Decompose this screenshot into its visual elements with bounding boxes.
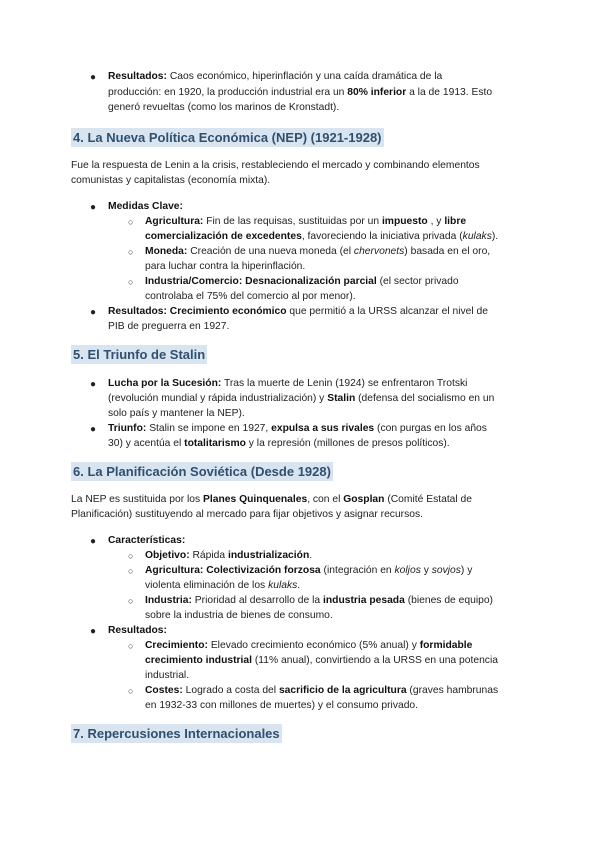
paragraph-line: Planificación) sustituyendo al mercado para fijar objetivos y asignar recursos.: [71, 509, 423, 520]
list-item-caracteristicas: Características:: [108, 535, 186, 546]
sub-item-costes: Costes: Logrado a costa del sacrificio de la agricultura (graves hambrunas: [145, 685, 499, 696]
list-item-line: (revolución mundial y rápida industrialización) y Stalin (defensa del socialismo en un: [108, 393, 495, 404]
bullet: ●: [90, 626, 97, 637]
list-item-line: solo país y mantener la NEP).: [108, 408, 245, 419]
sub-bullet: ○: [128, 217, 134, 227]
sub-bullet: ○: [128, 247, 134, 257]
sub-bullet: ○: [128, 596, 134, 606]
bullet: ●: [90, 536, 97, 547]
list-item-sucesion: Lucha por la Sucesión: Tras la muerte de Lenin (1924) se enfrentaron Trotski: [108, 378, 468, 389]
sub-item-line: violenta eliminación de los kulaks.: [145, 580, 301, 591]
sub-item-line: controlaba el 75% del comercio al por menor).: [145, 291, 356, 302]
sub-bullet: ○: [128, 277, 134, 287]
sub-item-line: comercialización de excedentes, favoreciendo la iniciativa privada (kulaks).: [145, 231, 499, 242]
paragraph-line: comunistas y capitalistas (economía mixta).: [71, 175, 271, 186]
list-item-line: producción: en 1920, la producción industrial era un 80% inferior a la de 1913. Esto: [108, 87, 493, 98]
bullet: ●: [90, 379, 97, 390]
list-item-line: 30) y acentúa el totalitarismo y la represión (millones de presos políticos).: [108, 438, 450, 449]
list-item-line: PIB de preguerra en 1927.: [108, 321, 230, 332]
sub-bullet: ○: [128, 566, 134, 576]
sub-item-agricultura: Agricultura: Colectivización forzosa (integración en koljos y sovjos) y: [145, 565, 473, 576]
sub-item-industria: Industria: Prioridad al desarrollo de la industria pesada (bienes de equipo): [145, 595, 493, 606]
sub-item-line: crecimiento industrial (11% anual), convirtiendo a la URSS en una potencia: [145, 655, 498, 666]
paragraph: Fue la respuesta de Lenin a la crisis, restableciendo el mercado y combinando elementos: [71, 160, 480, 171]
list-item-resultados: Resultados: Crecimiento económico que permitió a la URSS alcanzar el nivel de: [108, 306, 488, 317]
sub-item-line: en 1932-33 con millones de muertes) y el consumo privado.: [145, 700, 419, 711]
section-heading-repercusiones: 7. Repercusiones Internacionales: [73, 726, 280, 741]
sub-item-line: industrial.: [145, 670, 190, 681]
list-item-resultados: Resultados:: [108, 625, 167, 636]
sub-bullet: ○: [128, 641, 134, 651]
section-heading-nep: 4. La Nueva Política Económica (NEP) (1921-1928): [73, 130, 382, 145]
paragraph: La NEP es sustituida por los Planes Quinquenales, con el Gosplan (Comité Estatal de: [71, 494, 473, 505]
list-item-triunfo: Triunfo: Stalin se impone en 1927, expulsa a sus rivales (con purgas en los años: [108, 423, 487, 434]
bullet: ●: [90, 72, 97, 83]
section-heading-stalin: 5. El Triunfo de Stalin: [73, 347, 206, 362]
sub-item-objetivo: Objetivo: Rápida industrialización.: [145, 550, 313, 561]
bullet: ●: [90, 202, 97, 213]
bullet: ●: [90, 424, 97, 435]
list-item-medidas: Medidas Clave:: [108, 201, 183, 212]
sub-item-agricultura: Agricultura: Fin de las requisas, sustituidas por un impuesto , y libre: [145, 216, 467, 227]
list-item-line: generó revueltas (como los marinos de Kronstadt).: [108, 102, 340, 113]
bullet: ●: [90, 307, 97, 318]
list-item: Resultados: Caos económico, hiperinflación y una caída dramática de la: [108, 71, 443, 82]
sub-bullet: ○: [128, 551, 134, 561]
sub-item-line: sobre la industria de bienes de consumo.: [145, 610, 333, 621]
sub-item-crecimiento: Crecimiento: Elevado crecimiento económico (5% anual) y formidable: [145, 640, 473, 651]
sub-item-line: para luchar contra la hiperinflación.: [145, 261, 306, 272]
sub-bullet: ○: [128, 686, 134, 696]
section-heading-planificacion: 6. La Planificación Soviética (Desde 1928): [73, 464, 331, 479]
sub-item-moneda: Moneda: Creación de una nueva moneda (el chervonets) basada en el oro,: [145, 246, 491, 257]
sub-item-industria: Industria/Comercio: Desnacionalización parcial (el sector privado: [145, 276, 459, 287]
